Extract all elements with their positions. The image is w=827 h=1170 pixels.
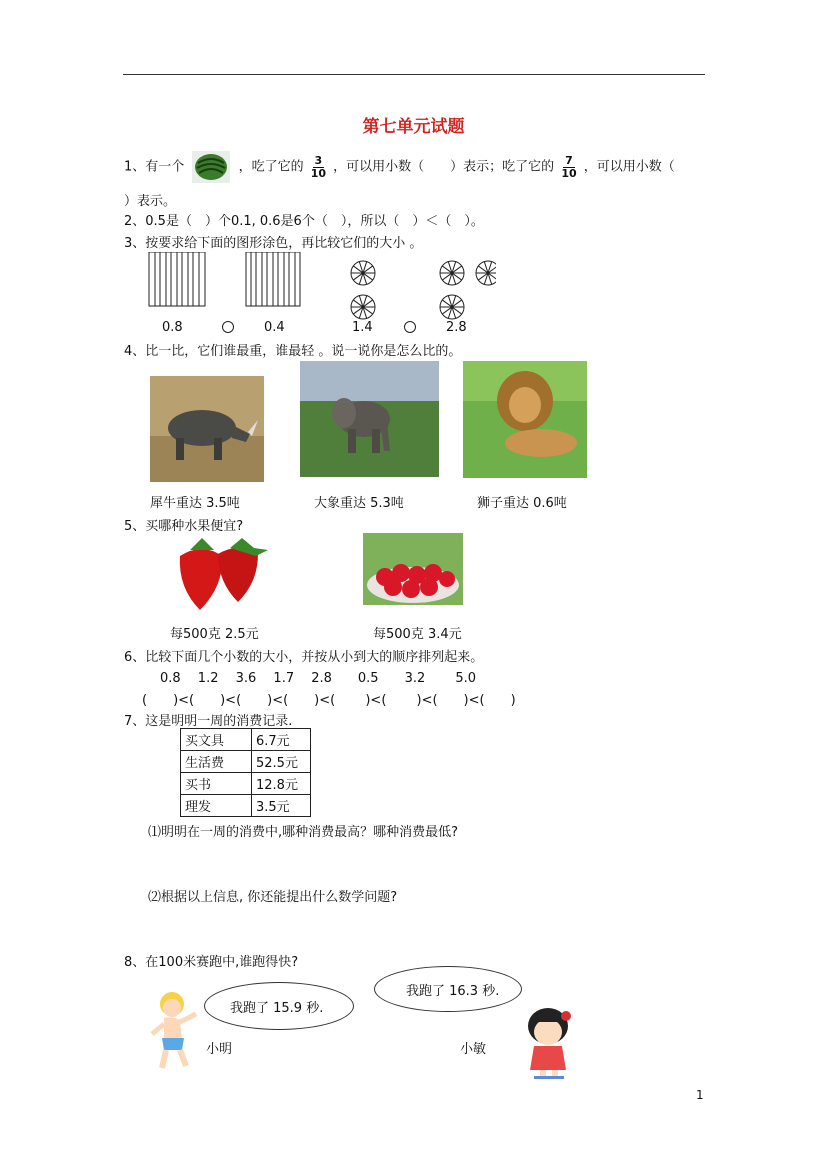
striped-rect-0-8 (149, 252, 205, 306)
compare-circle-left[interactable] (222, 321, 234, 333)
watermelon-image (192, 151, 230, 183)
question-2: 2、0.5是（ ）个0.1, 0.6是6个（ ），所以（ ）＜（ ）。 (124, 214, 484, 229)
q7-sub-question-1: ⑴明明在一周的消费中,哪种消费最高？哪种消费最低? (148, 825, 459, 840)
q3-value-2-8: 2.8 (446, 320, 467, 335)
q3-value-1-4: 1.4 (352, 320, 373, 335)
table-row: 生活费 52.5元 (181, 751, 311, 773)
table-row: 理发 3.5元 (181, 795, 311, 817)
fraction-3-10: $\frac{3}{10}$ (310, 153, 327, 180)
elephant-image (300, 361, 439, 477)
question-3: 3、按要求给下面的图形涂色，再比较它们的大小 。 (124, 236, 423, 251)
striped-rect-0-4 (246, 252, 300, 306)
boy-cartoon-image (146, 990, 204, 1072)
name-xiaoming: 小明 (206, 1042, 233, 1057)
spoked-circle-0 (351, 261, 375, 285)
question-1-line-2: ）表示。 (124, 194, 177, 209)
elephant-caption: 大象重达 5.3吨 (314, 496, 404, 511)
cherry-caption: 每500克 3.4元 (373, 627, 462, 642)
question-4: 4、比一比，它们谁最重，谁最轻 。说一说你是怎么比的。 (124, 344, 462, 359)
rhino-caption: 犀牛重达 3.5吨 (150, 496, 240, 511)
expense-table (180, 728, 311, 817)
question-1-line-1: 1、有一个 ，吃了它的 $\frac{3}{10}$ ，可以用小数（ ）表示；吃了它的 $\frac{7}{10}$ ，可以用小数（ (124, 151, 675, 183)
spoked-circle-1 (440, 261, 464, 285)
rhino-image (150, 376, 264, 482)
compare-circle-right[interactable] (404, 321, 416, 333)
question-7: 7、这是明明一周的消费记录. (124, 714, 293, 729)
q3-value-0-8: 0.8 (162, 320, 183, 335)
table-row: 买文具 6.7元 (181, 729, 311, 751)
table-row: 买书 12.8元 (181, 773, 311, 795)
name-xiaomin: 小敏 (460, 1042, 487, 1057)
strawberry-image (172, 536, 276, 612)
lion-image (463, 361, 587, 478)
question-5: 5、买哪种水果便宜? (124, 519, 244, 534)
page-number: 1 (696, 1088, 704, 1102)
girl-cartoon-image (516, 1004, 580, 1080)
strawberry-caption: 每500克 2.5元 (170, 627, 259, 642)
spoked-circle-3 (351, 295, 375, 319)
spoked-circle-4 (440, 295, 464, 319)
lion-caption: 狮子重达 0.6吨 (477, 496, 567, 511)
q7-sub-question-2: ⑵根据以上信息, 你还能提出什么数学问题? (148, 890, 398, 905)
page-title: 第七单元试题 (362, 117, 465, 137)
q6-blanks: ( )<( )<( )<( )<( )<( )<( )<( ) (142, 693, 516, 708)
question-8: 8、在100米赛跑中,谁跑得快? (124, 955, 299, 970)
q3-shapes (146, 252, 496, 322)
spoked-circle-2 (476, 261, 496, 285)
header-rule (123, 74, 705, 75)
bubble-text-xiaomin: 我跑了 16.3 秒. (406, 984, 500, 999)
cherry-image (363, 533, 463, 605)
q3-value-0-4: 0.4 (264, 320, 285, 335)
question-6: 6、比较下面几个小数的大小，并按从小到大的顺序排列起来。 (124, 650, 484, 665)
bubble-text-xiaoming: 我跑了 15.9 秒. (230, 1001, 324, 1016)
fraction-7-10: $\frac{7}{10}$ (561, 153, 577, 180)
q6-numbers: 0.8 1.2 3.6 1.7 2.8 0.5 3.2 5.0 (160, 671, 477, 686)
